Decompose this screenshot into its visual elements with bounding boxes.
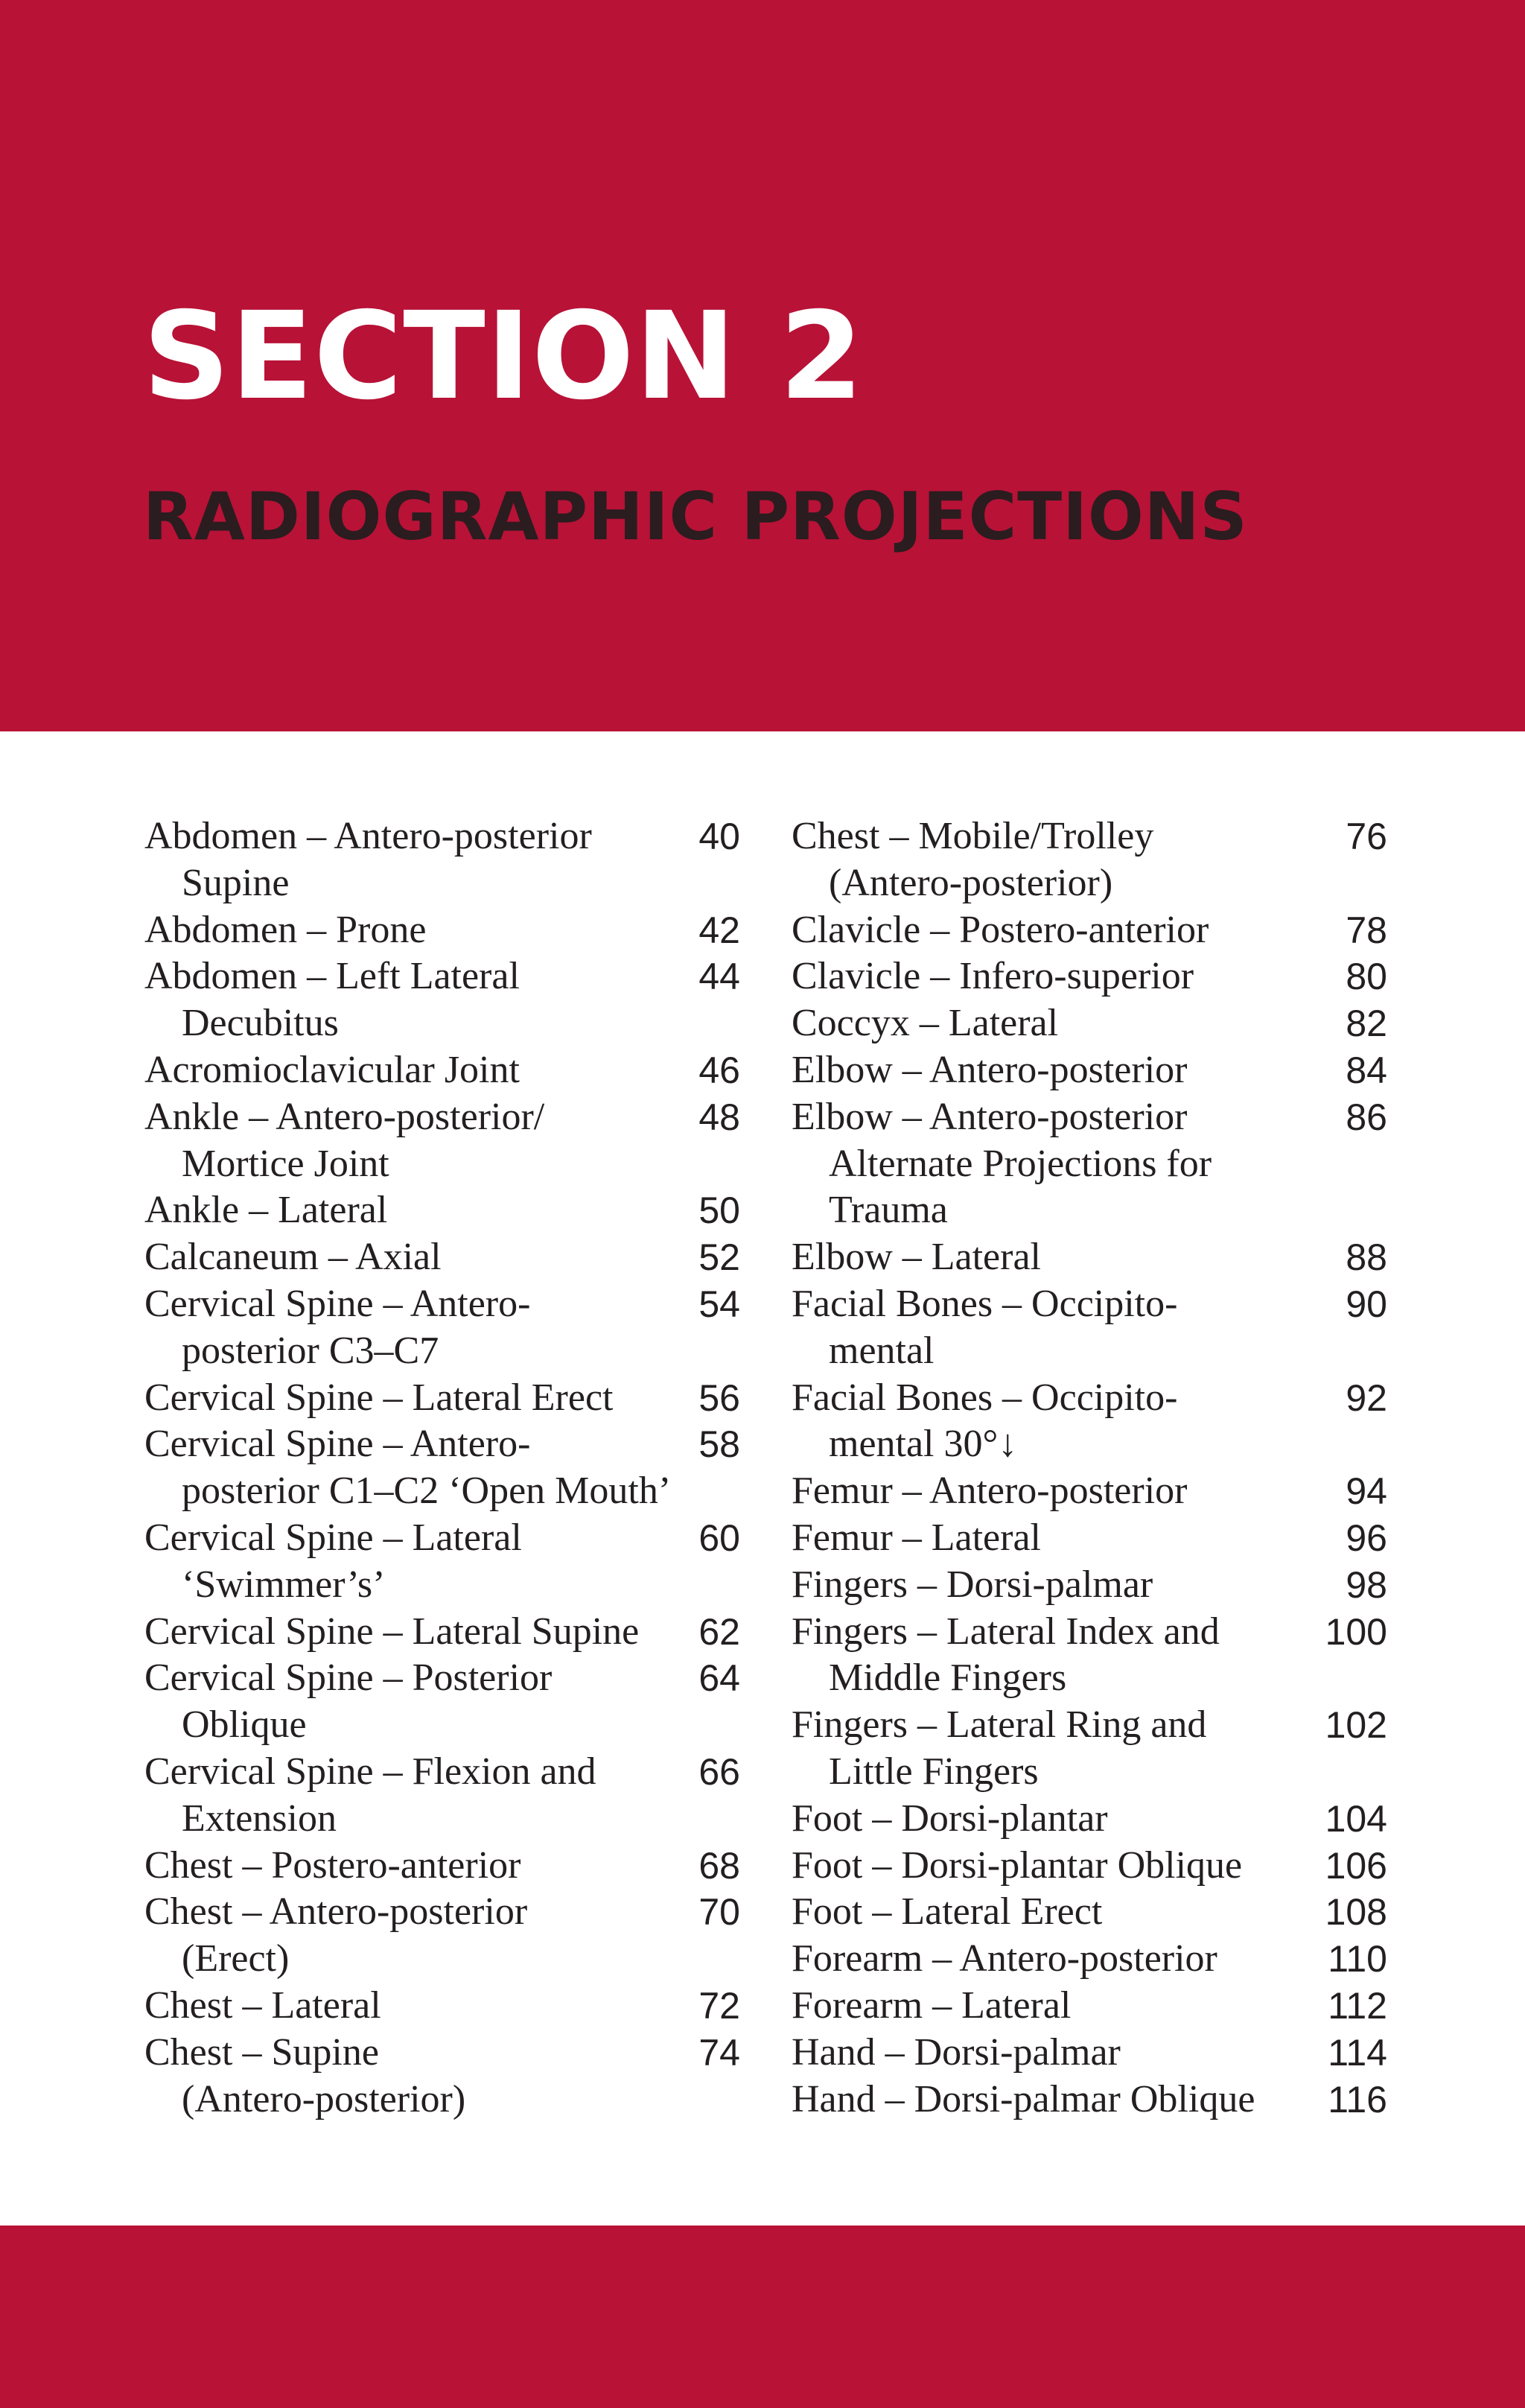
toc-entry-title: Forearm – Lateral: [792, 1983, 1072, 2027]
toc-entry-title: Elbow – Antero-posterior: [792, 1095, 1188, 1138]
toc-column-left: [144, 813, 740, 2123]
toc-entry: [792, 1562, 1387, 1609]
toc-entry: [792, 907, 1387, 954]
toc-entry: [792, 1468, 1387, 1515]
toc-entry-title: Femur – Antero-posterior: [792, 1470, 1188, 1513]
toc-entry-page-number: 46: [698, 1049, 740, 1091]
toc-entry-page-number: 40: [698, 816, 740, 857]
toc-entry-title: Cervical Spine – Lateral Erect: [144, 1376, 614, 1419]
toc-entry-title: Facial Bones – Occipito-: [792, 1282, 1178, 1325]
toc-entry: [792, 1796, 1387, 1843]
toc-entry: [792, 1515, 1387, 1562]
toc-entry-title: Abdomen – Left Lateral: [144, 955, 520, 998]
toc-entry-title: Cervical Spine – Posterior: [144, 1656, 553, 1700]
toc-entry-title: Coccyx – Lateral: [792, 1002, 1059, 1045]
toc-entry-page-number: 72: [698, 1984, 740, 2027]
toc-entry-title: Fingers – Dorsi-palmar: [792, 1563, 1153, 1606]
toc-entry-page-number: 42: [698, 909, 740, 951]
toc-entry-title-continuation: ‘Swimmer’s’: [182, 1563, 386, 1606]
toc-entry-page-number: 66: [698, 1750, 740, 1793]
toc-entry-page-number: 104: [1325, 1797, 1387, 1840]
toc-entry: [792, 1702, 1387, 1796]
toc-entry-page-number: 70: [698, 1891, 740, 1934]
toc-entry-page-number: 114: [1328, 2031, 1387, 2074]
toc-entry: [792, 1281, 1387, 1375]
toc-entry-title-continuation: Little Fingers: [829, 1750, 1039, 1793]
toc-entry: [144, 1187, 740, 1234]
toc-entry: [144, 907, 740, 954]
toc-entry-title-continuation: Mortice Joint: [182, 1142, 389, 1185]
toc-entry: [792, 1375, 1387, 1469]
toc-entry-title: Hand – Dorsi-palmar Oblique: [792, 2077, 1255, 2120]
toc-entry-title: Forearm – Antero-posterior: [792, 1937, 1217, 1980]
toc-entry: [792, 1609, 1387, 1703]
toc-entry-title: Elbow – Lateral: [792, 1236, 1041, 1279]
toc-entry: [144, 1094, 740, 1188]
toc-column-right: [792, 813, 1387, 2123]
toc-entry-page-number: 76: [1346, 816, 1387, 857]
toc-entry-title-continuation: Middle Fingers: [829, 1656, 1067, 1700]
toc-entry-title: Foot – Dorsi-plantar: [792, 1797, 1108, 1840]
toc-entry-title: Hand – Dorsi-palmar: [792, 2030, 1121, 2074]
toc-entry: [792, 953, 1387, 1000]
toc-entry-title-continuation: Extension: [182, 1797, 337, 1840]
toc-entry: [144, 1843, 740, 1890]
toc-entry-title: Chest – Lateral: [144, 1983, 381, 2027]
section-title: RADIOGRAPHIC PROJECTIONS: [143, 478, 1248, 555]
toc-entry: [144, 1047, 740, 1094]
toc-entry-title: Elbow – Antero-posterior: [792, 1048, 1188, 1091]
toc-entry-page-number: 64: [698, 1657, 740, 1700]
toc-entry: [792, 1936, 1387, 1983]
toc-entry-title: Facial Bones – Occipito-: [792, 1376, 1178, 1419]
toc-entry-page-number: 56: [698, 1376, 740, 1419]
toc-entry-page-number: 48: [698, 1096, 740, 1138]
toc-entry: [144, 1749, 740, 1843]
toc-entry-title: Cervical Spine – Antero-: [144, 1282, 531, 1325]
toc-entry-title: Cervical Spine – Flexion and: [144, 1750, 596, 1793]
toc-entry-page-number: 108: [1325, 1891, 1387, 1934]
toc-entry-title-continuation: posterior C1–C2 ‘Open Mouth’: [182, 1470, 672, 1513]
toc-entry: [144, 813, 740, 907]
toc-entry: [144, 1609, 740, 1656]
toc-entry-title-continuation: Oblique: [182, 1703, 307, 1747]
toc-entry: [144, 1515, 740, 1609]
toc-entry-title: Ankle – Antero-posterior/: [144, 1095, 545, 1138]
toc-entry-page-number: 50: [698, 1189, 740, 1232]
section-label: SECTION 2: [143, 287, 865, 427]
toc-entry-page-number: 94: [1346, 1470, 1387, 1513]
toc-entry: [792, 2077, 1387, 2123]
toc-entry: [792, 2030, 1387, 2077]
toc-entry-page-number: 84: [1346, 1049, 1387, 1091]
toc-entry-title-continuation: (Antero-posterior): [829, 861, 1113, 904]
toc-entry-page-number: 106: [1325, 1844, 1387, 1887]
section-header-band: [0, 0, 1525, 731]
toc-entry-title: Abdomen – Antero-posterior: [144, 815, 592, 857]
toc-entry-title: Foot – Dorsi-plantar Oblique: [792, 1843, 1243, 1887]
toc-entry-page-number: 80: [1346, 956, 1387, 998]
toc-entry-page-number: 116: [1328, 2078, 1387, 2120]
toc-entry-page-number: 110: [1328, 1938, 1387, 1980]
toc-entry: [144, 1983, 740, 2030]
toc-entry-title: Chest – Postero-anterior: [144, 1843, 521, 1887]
toc-entry: [144, 1421, 740, 1515]
toc-entry: [144, 1375, 740, 1422]
toc-entry-title: Fingers – Lateral Ring and: [792, 1703, 1207, 1747]
toc-entry-title: Foot – Lateral Erect: [792, 1890, 1103, 1934]
toc-entry-title-continuation: (Erect): [182, 1937, 290, 1980]
toc-entry-page-number: 74: [698, 2031, 740, 2074]
toc-entry-title: Femur – Lateral: [792, 1516, 1041, 1559]
toc-entry: [792, 813, 1387, 907]
toc-entry-title-continuation: Alternate Projections for: [829, 1142, 1212, 1185]
toc-entry-title: Cervical Spine – Antero-: [144, 1423, 531, 1466]
toc-entry-title: Ankle – Lateral: [144, 1189, 388, 1232]
toc-entry-page-number: 92: [1346, 1376, 1387, 1419]
toc-entry-page-number: 100: [1325, 1610, 1387, 1653]
toc-entry-page-number: 82: [1346, 1003, 1387, 1045]
toc-entry-page-number: 60: [698, 1516, 740, 1559]
toc-entry-title-continuation: mental: [829, 1329, 935, 1372]
toc-entry: [792, 1000, 1387, 1047]
toc-entry-page-number: 102: [1325, 1704, 1387, 1747]
toc-entry-title-continuation: Supine: [182, 861, 290, 904]
toc-entry-page-number: 88: [1346, 1236, 1387, 1279]
toc-entry-title: Clavicle – Infero-superior: [792, 955, 1194, 998]
toc-entry: [144, 2030, 740, 2123]
footer-band: [0, 2226, 1525, 2408]
toc-entry-title: Clavicle – Postero-anterior: [792, 908, 1209, 951]
toc-entry: [792, 1983, 1387, 2030]
toc-entry-page-number: 96: [1346, 1516, 1387, 1559]
toc-entry-page-number: 78: [1346, 909, 1387, 951]
toc-entry: [792, 1843, 1387, 1890]
toc-entry: [792, 1234, 1387, 1281]
toc-entry-title: Cervical Spine – Lateral: [144, 1516, 522, 1559]
toc-entry-title: Calcaneum – Axial: [144, 1236, 442, 1279]
toc-entry-page-number: 86: [1346, 1096, 1387, 1138]
toc-entry: [792, 1047, 1387, 1094]
toc-entry-title-continuation: Decubitus: [182, 1002, 339, 1045]
toc-entry-title: Chest – Mobile/Trolley: [792, 815, 1154, 857]
toc-entry: [792, 1094, 1387, 1234]
toc-entry-page-number: 58: [698, 1423, 740, 1466]
toc-entry-title: Chest – Supine: [144, 2030, 379, 2074]
toc-entry-page-number: 98: [1346, 1563, 1387, 1606]
toc-entry-title-continuation: mental 30°↓: [829, 1423, 1018, 1466]
toc-entry-title-continuation: posterior C3–C7: [182, 1329, 439, 1372]
toc-entry-page-number: 54: [698, 1283, 740, 1325]
toc-entry: [144, 1234, 740, 1281]
toc-entry-page-number: 44: [698, 956, 740, 998]
toc-entry-title: Cervical Spine – Lateral Supine: [144, 1610, 640, 1653]
toc-entry-title: Acromioclavicular Joint: [144, 1048, 520, 1091]
toc-entry-page-number: 90: [1346, 1283, 1387, 1325]
toc-entry-title: Abdomen – Prone: [144, 908, 427, 951]
toc-entry-page-number: 52: [698, 1236, 740, 1279]
toc-entry-page-number: 68: [698, 1844, 740, 1887]
toc-entry-title-continuation: Trauma: [829, 1189, 948, 1232]
toc-entry-page-number: 112: [1328, 1984, 1387, 2027]
toc-entry-title: Chest – Antero-posterior: [144, 1890, 528, 1934]
toc-entry-page-number: 62: [698, 1610, 740, 1653]
toc-entry: [792, 1889, 1387, 1936]
toc-entry-title-continuation: (Antero-posterior): [182, 2077, 466, 2120]
toc-entry: [144, 1889, 740, 1983]
toc-entry: [144, 1281, 740, 1375]
toc-entry: [144, 1655, 740, 1749]
toc-entry: [144, 953, 740, 1047]
toc-entry-title: Fingers – Lateral Index and: [792, 1610, 1220, 1653]
